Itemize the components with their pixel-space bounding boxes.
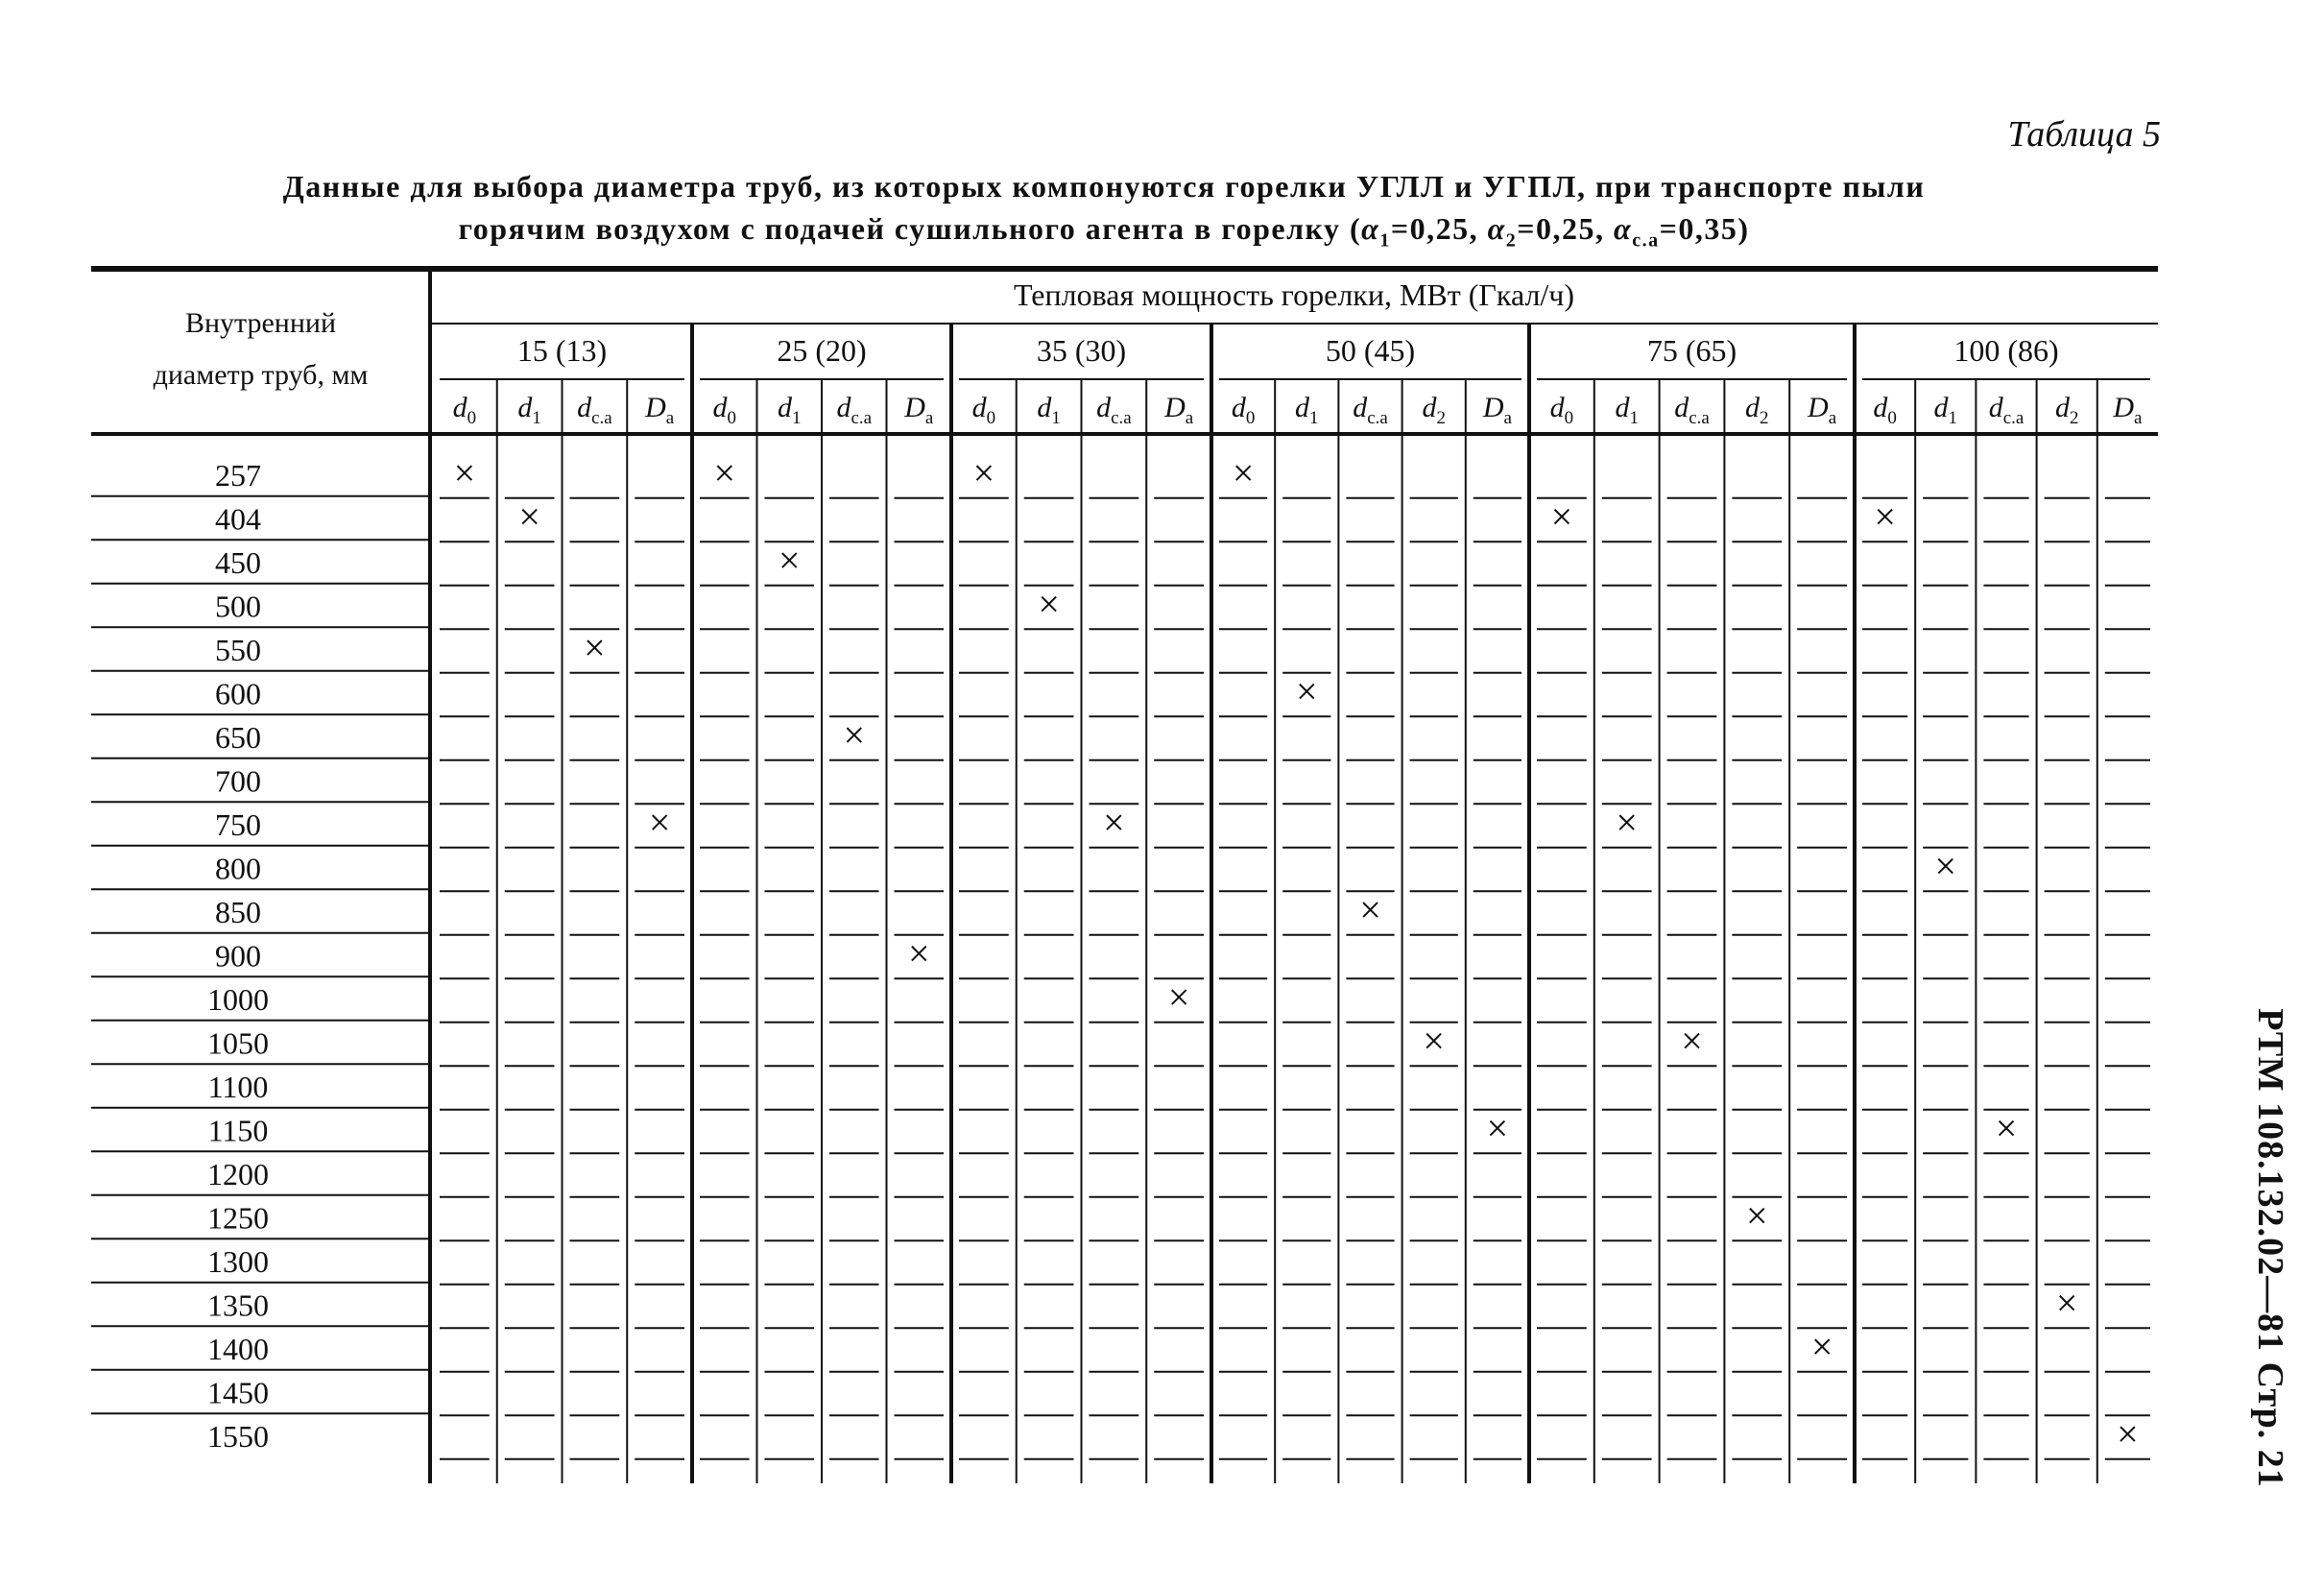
- diameter-value: 1300: [207, 1244, 269, 1279]
- diameter-value: 1550: [207, 1419, 269, 1454]
- diameter-value: 1000: [207, 982, 269, 1017]
- selection-mark: ×: [1874, 494, 1896, 539]
- selection-mark: ×: [1296, 669, 1318, 713]
- column-symbol: $D_a$: [1808, 392, 1837, 428]
- selection-mark: ×: [1232, 451, 1255, 494]
- side-code-text: РТМ 108.132.02—81 Стр. 21: [2250, 1008, 2290, 1488]
- selection-mark: ×: [713, 451, 736, 494]
- diameter-value: 800: [215, 851, 261, 886]
- column-symbol: $d_2$: [1422, 392, 1446, 428]
- caption-line-1: Данные для выбора диаметра труб, из которых компонуются горелки УГЛЛ и УГПЛ, при транспорте пыли: [282, 169, 1926, 204]
- group-header-label: 25 (20): [777, 333, 867, 368]
- selection-mark: ×: [1486, 1106, 1509, 1150]
- diameter-value: 700: [215, 763, 261, 799]
- diameter-value: 1200: [207, 1157, 269, 1191]
- diameter-value: 1450: [207, 1375, 269, 1410]
- column-symbol: $D_a$: [2113, 392, 2143, 428]
- selection-mark: ×: [584, 626, 606, 669]
- selection-mark: ×: [1934, 844, 1957, 888]
- selection-mark: ×: [1550, 494, 1573, 539]
- diameter-value: 1100: [207, 1070, 269, 1104]
- column-symbol: $D_a$: [1482, 392, 1512, 428]
- column-symbol: $d_1$: [1295, 392, 1319, 428]
- selection-mark: ×: [1423, 1019, 1445, 1063]
- diameter-value: 1250: [207, 1200, 269, 1236]
- diameter-value: 257: [215, 458, 261, 493]
- column-symbol: $d_0$: [452, 392, 477, 428]
- diameter-value: 1150: [207, 1113, 269, 1148]
- group-header-label: 75 (65): [1646, 333, 1737, 368]
- power-header: Тепловая мощность горелки, МВт (Гкал/ч): [1013, 277, 1575, 312]
- diameter-value: 900: [215, 938, 261, 974]
- diameter-value: 600: [215, 676, 261, 711]
- selection-mark: ×: [1103, 801, 1125, 844]
- column-symbol: $d_0$: [1549, 392, 1574, 428]
- selection-mark: ×: [778, 539, 801, 582]
- diameter-value: 550: [215, 633, 261, 667]
- group-header-label: 100 (86): [1953, 333, 2059, 368]
- selection-mark: ×: [1616, 801, 1638, 844]
- column-symbol: $d_1$: [1037, 392, 1061, 428]
- diameter-value: 850: [215, 895, 261, 929]
- column-symbol: $d_2$: [1745, 392, 1769, 428]
- group-header-label: 15 (13): [516, 333, 608, 368]
- side-document-code: [2246, 1008, 2294, 1488]
- caption-line-2: горячим воздухом с подачей сушильного агента в горелку ($\alpha_1=0,25$, $\alpha_2=0,25$, $\alpha_{с.а}=0,35$): [458, 211, 1750, 252]
- table-number: Таблица 5: [2007, 114, 2161, 155]
- selection-mark: ×: [1038, 582, 1060, 626]
- selection-mark: ×: [1167, 975, 1190, 1019]
- diameter-value: 1350: [207, 1287, 269, 1323]
- column-symbol: $d_{с.а}$: [1674, 392, 1710, 428]
- column-symbol: $d_1$: [517, 392, 541, 428]
- selection-mark: ×: [518, 494, 540, 539]
- column-symbol: $d_{с.а}$: [1988, 392, 2025, 428]
- selection-mark: ×: [453, 451, 476, 494]
- column-symbol: $d_{с.а}$: [1353, 392, 1388, 428]
- row-header-line-1: Внутренний: [184, 307, 337, 339]
- diameter-value: 450: [215, 545, 261, 580]
- group-header-label: 50 (45): [1325, 333, 1416, 368]
- column-symbol: $d_1$: [1615, 392, 1639, 428]
- diameter-value: 1050: [207, 1025, 269, 1061]
- selection-mark: ×: [2055, 1281, 2078, 1325]
- selection-mark: ×: [1810, 1325, 1833, 1368]
- selection-mark: ×: [2117, 1412, 2139, 1456]
- column-symbol: $D_a$: [904, 392, 934, 428]
- selection-mark: ×: [1995, 1106, 2018, 1150]
- selection-mark: ×: [1746, 1193, 1768, 1238]
- column-symbol: $D_a$: [1164, 392, 1194, 428]
- group-header-label: 35 (30): [1036, 333, 1127, 368]
- column-symbol: $d_0$: [971, 392, 996, 428]
- column-symbol: $d_{с.а}$: [836, 392, 873, 428]
- diameter-value: 750: [215, 807, 261, 842]
- column-symbol: $d_1$: [778, 392, 802, 428]
- diameter-value: 650: [215, 720, 261, 755]
- column-symbol: $d_0$: [712, 392, 736, 428]
- selection-mark: ×: [648, 801, 671, 844]
- selection-mark: ×: [972, 451, 995, 494]
- selection-mark: ×: [907, 931, 930, 975]
- column-symbol: $d_{с.а}$: [577, 392, 612, 428]
- column-symbol: $d_2$: [2054, 392, 2079, 428]
- column-symbol: $d_1$: [1933, 392, 1958, 428]
- selection-mark: ×: [1681, 1019, 1703, 1063]
- selection-mark: ×: [843, 713, 866, 757]
- column-symbol: $d_0$: [1873, 392, 1897, 428]
- column-symbol: $D_a$: [645, 392, 675, 428]
- column-symbol: $d_{с.а}$: [1096, 392, 1132, 428]
- selection-mark: ×: [1359, 888, 1381, 931]
- column-symbol: $d_0$: [1231, 392, 1256, 428]
- diameter-value: 1400: [207, 1332, 269, 1366]
- row-header-line-2: диаметр труб, мм: [153, 359, 369, 391]
- diameter-value: 500: [215, 589, 261, 624]
- diameter-value: 404: [215, 501, 261, 537]
